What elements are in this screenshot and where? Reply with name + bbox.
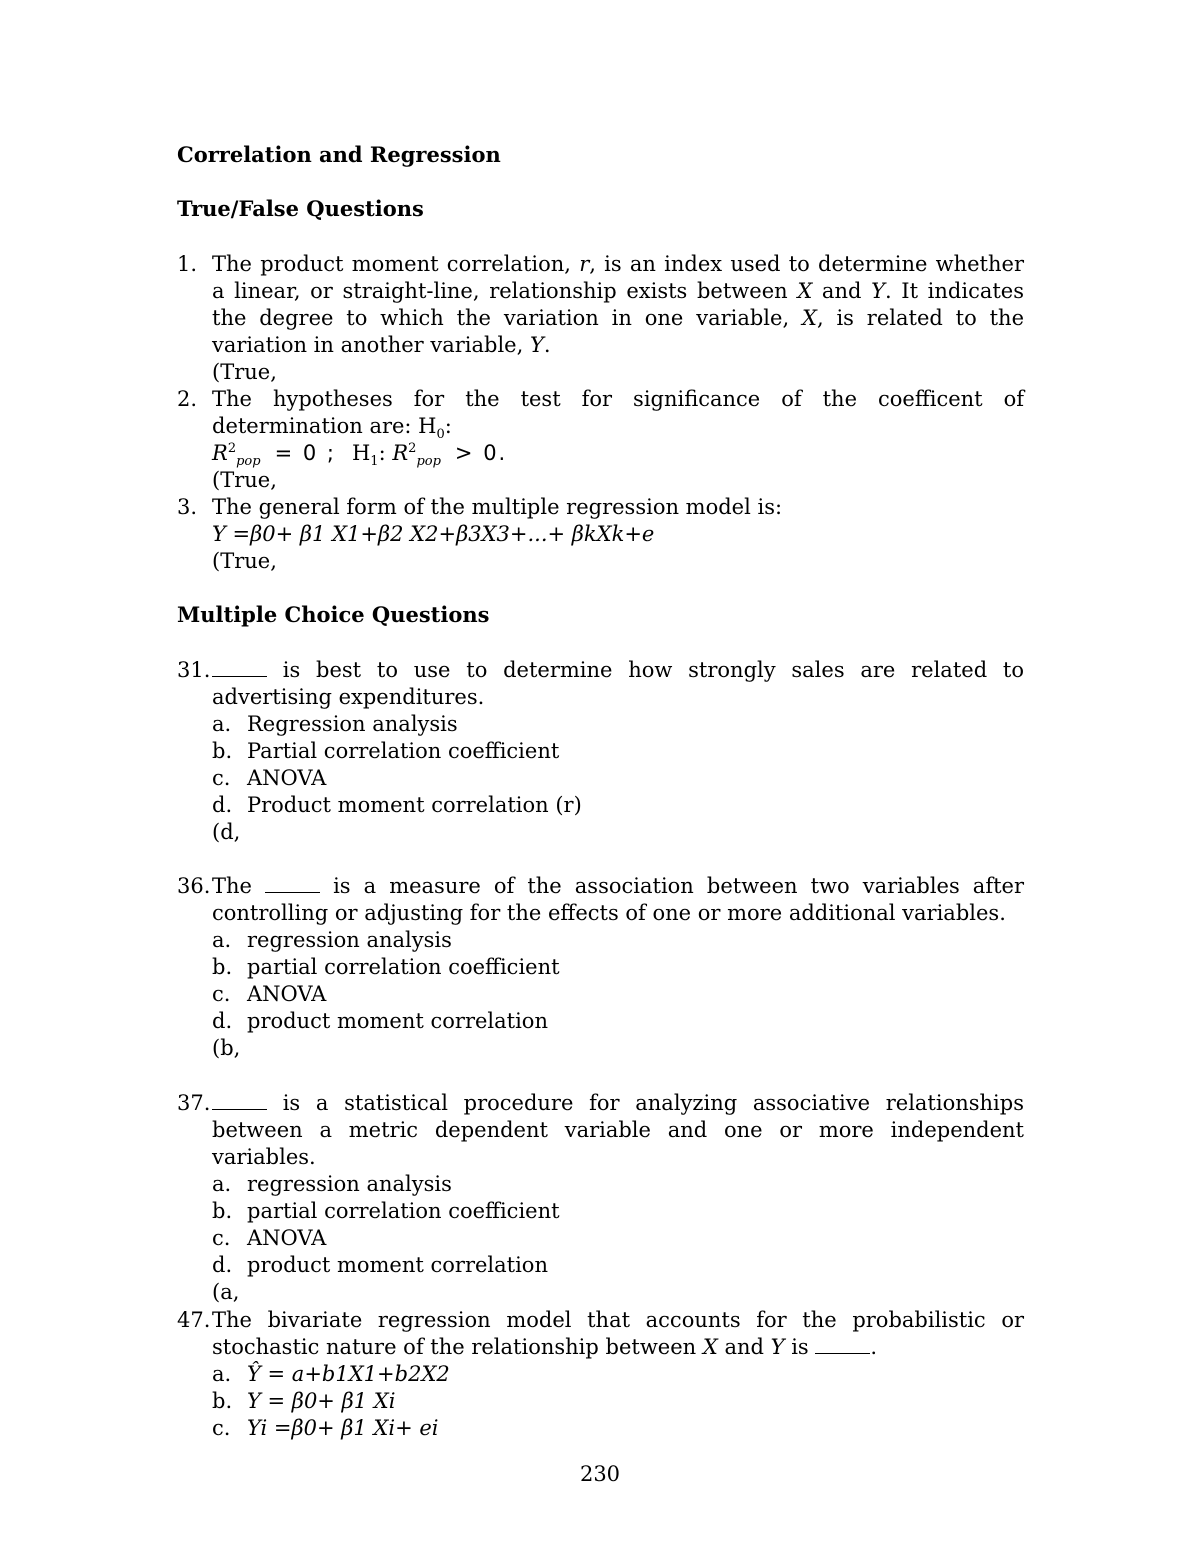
option-b: b. partial correlation coefficient	[212, 1199, 560, 1223]
answer-key: (True,	[212, 468, 277, 492]
question-stem: The is a measure of the association between two variables after controlling or adjusting for the effects of one or more additional variables.	[212, 874, 1024, 925]
option-c: c. Yi =β0+ β1 Xi+ ei	[212, 1416, 439, 1440]
mc-question-31	[177, 657, 1024, 846]
question-stem: The bivariate regression model that accounts for the probabilistic or stochastic nature of the relationship between X and Y is .	[212, 1308, 1024, 1359]
question-stem: is best to use to determine how strongly sales are related to advertising expenditures.	[212, 658, 1024, 709]
option-a: a. regression analysis	[212, 928, 452, 952]
answer-blank	[265, 874, 320, 893]
answer-key: (d,	[212, 820, 241, 844]
question-stem: is a statistical procedure for analyzing associative relationships between a metric dependent variable and one or more independent variables.	[212, 1091, 1024, 1169]
question-number: 37.	[177, 1091, 211, 1115]
question-number: 47.	[177, 1308, 211, 1332]
question-number: 1.	[177, 252, 198, 276]
tf-question-2	[177, 386, 1024, 494]
answer-key: (True,	[212, 360, 277, 384]
option-b: b. Partial correlation coefficient	[212, 739, 560, 763]
option-d: d. product moment correlation	[212, 1253, 548, 1277]
option-a: a. regression analysis	[212, 1172, 452, 1196]
option-d: d. product moment correlation	[212, 1009, 548, 1033]
option-b: b. partial correlation coefficient	[212, 955, 560, 979]
multiple-choice-heading: Multiple Choice Questions	[177, 602, 490, 627]
question-number: 2.	[177, 387, 198, 411]
question-number: 3.	[177, 495, 198, 519]
option-a: a. Ŷ = a+b1X1+b2X2	[212, 1362, 450, 1386]
question-stem: The product moment correlation, r, is an index used to determine whether a linear, or straight-line, relationship exists between X and Y. It indicates the degree to which the variation in one variable, X, is related to the variation in another variable, Y.	[212, 252, 1025, 357]
answer-blank	[212, 658, 267, 677]
true-false-heading: True/False Questions	[177, 196, 424, 221]
option-a: a. Regression analysis	[212, 712, 458, 736]
answer-blank	[212, 1091, 267, 1110]
mc-question-47	[177, 1307, 1024, 1442]
regression-formula: Y =β0+ β1 X1+β2 X2+β3X3+...+ βkXk+e	[212, 522, 655, 546]
answer-key: (True,	[212, 549, 277, 573]
question-number: 31.	[177, 658, 211, 682]
option-c: c. ANOVA	[212, 766, 327, 790]
question-stem: The hypotheses for the test for significance of the coefficent of determination are: $H_0$:	[212, 387, 1024, 443]
answer-blank	[815, 1335, 870, 1354]
document-title: Correlation and Regression	[177, 142, 501, 167]
mc-question-37	[177, 1090, 1024, 1306]
option-b: b. Y = β0+ β1 Xi	[212, 1389, 396, 1413]
tf-question-3	[177, 494, 1024, 575]
mc-question-36	[177, 873, 1024, 1062]
page-number: 230	[579, 1462, 621, 1486]
option-d: d. Product moment correlation (r)	[212, 793, 582, 817]
answer-key: (b,	[212, 1036, 241, 1060]
question-number: 36.	[177, 874, 211, 898]
question-stem: The general form of the multiple regression model is:	[212, 495, 783, 519]
answer-key: (a,	[212, 1280, 240, 1304]
option-c: c. ANOVA	[212, 1226, 327, 1250]
option-c: c. ANOVA	[212, 982, 327, 1006]
tf-question-1	[177, 251, 1024, 386]
hypotheses-formula: $R^2_{pop} = 0$ ; $H_1$: $R^2_{pop} > 0$.	[212, 441, 508, 470]
